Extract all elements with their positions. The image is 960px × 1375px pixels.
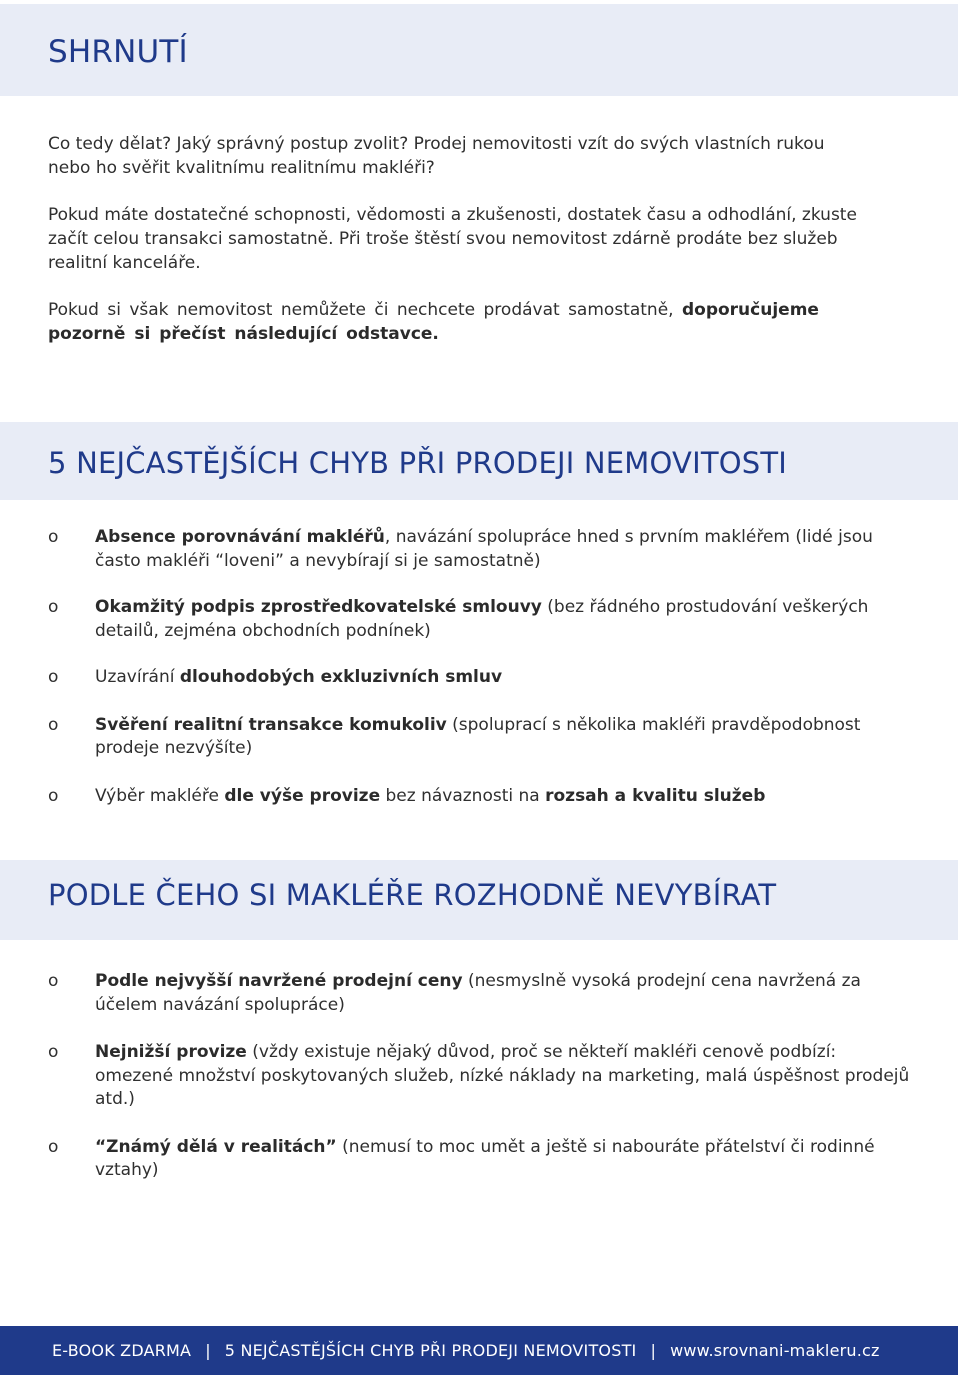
footer-text <box>52 1341 880 1360</box>
bullet-marker: o <box>48 1136 59 1157</box>
mistakes-heading: 5 NEJČASTĚJŠÍCH CHYB PŘI PRODEJI NEMOVITOSTI <box>48 446 788 480</box>
bullet-marker: o <box>48 971 59 991</box>
list-item <box>48 1041 910 1112</box>
summary-paragraph-1 <box>48 132 910 180</box>
mistakes-list <box>48 526 910 808</box>
item-text: , navázání spolupráce hned s prvním makléřem (lidé jsou často makléři “loveni” a nevybírají si je samostatně) <box>95 527 873 571</box>
item-bold-text: Podle nejvyšší navržené prodejní ceny <box>95 971 463 991</box>
item-text: (nesmyslně vysoká prodejní cena navržená za účelem navázání spolupráce) <box>95 971 861 1015</box>
summary-heading-band <box>0 4 958 96</box>
summary-p1-line1: Co tedy dělat? Jaký správný postup zvolit? Prodej nemovitosti vzít do svých vlastních rukou <box>48 134 825 154</box>
item-bold-text: Okamžitý podpis zprostředkovatelské smlouvy <box>95 597 542 617</box>
summary-p3-plain: Pokud si však nemovitost nemůžete či nechcete prodávat samostatně, <box>48 300 674 320</box>
item-bold-text: dlouhodobých exkluzivních smluv <box>179 667 503 687</box>
bullet-marker: o <box>48 714 59 735</box>
mistakes-heading-band <box>0 422 958 500</box>
list-item <box>48 714 910 761</box>
summary-heading: SHRNUTÍ <box>48 34 188 70</box>
item-bold-text: Svěření realitní transakce komukoliv <box>95 714 447 735</box>
summary-p3-bold2: pozorně si přečíst následující odstavce. <box>48 324 439 344</box>
footer-separator: | <box>650 1341 657 1360</box>
footer-separator: | <box>205 1341 211 1360</box>
item-text: Výběr makléře <box>95 785 225 806</box>
footer-bar <box>0 1326 958 1375</box>
bullet-marker: o <box>48 667 59 687</box>
item-bold-text: dle výše provize <box>224 785 381 806</box>
bullet-marker: o <box>48 1042 59 1062</box>
bullet-marker: o <box>48 527 59 547</box>
summary-p2-line2: začít celou transakci samostatně. <box>48 229 334 249</box>
list-item <box>48 596 910 643</box>
summary-p2-line1: Pokud máte dostatečné schopnosti, vědomosti a zkušenosti, dostatek času a odhodlání, zkuste <box>48 205 857 225</box>
item-text: (vždy existuje nějaký důvod, proč se někteří makléři cenově podbízí: omezené množství poskytovaných služeb, nízké náklady na marketing, malá úspěšnost prodejů atd.) <box>95 1042 910 1109</box>
summary-p1-line2: nebo ho svěřit kvalitnímu realitnímu makléři? <box>48 158 435 178</box>
criteria-heading: PODLE ČEHO SI MAKLÉŘE ROZHODNĚ NEVYBÍRAT <box>48 878 777 912</box>
footer-website-link[interactable]: www.srovnani-makleru.cz <box>670 1341 880 1360</box>
item-text: (spoluprací s několika makléři pravděpodobnost prodeje nezvýšíte) <box>95 714 861 758</box>
summary-paragraph-3 <box>48 298 910 346</box>
item-bold-text: Absence porovnávání makléřů <box>95 527 385 547</box>
footer-title: 5 NEJČASTĚJŠÍCH CHYB PŘI PRODEJI NEMOVITOSTI <box>224 1341 637 1360</box>
list-item <box>48 970 910 1017</box>
criteria-heading-band <box>0 860 958 940</box>
item-bold-text: “Známý dělá v realitách” <box>95 1136 337 1157</box>
summary-p3-bold1: doporučujeme <box>681 300 819 320</box>
list-item <box>48 666 910 690</box>
list-item <box>48 526 910 573</box>
item-text: (nemusí to moc umět a ještě si nabouráte přátelství či rodinné vztahy) <box>95 1136 875 1180</box>
criteria-list <box>48 970 910 1183</box>
item-text: bez návaznosti na <box>380 785 546 806</box>
list-item <box>48 785 910 809</box>
bullet-marker: o <box>48 597 59 617</box>
footer-ebook-label: E-BOOK ZDARMA <box>52 1341 192 1360</box>
summary-paragraph-2 <box>48 203 910 275</box>
item-bold-text: rozsah a kvalitu služeb <box>545 785 766 806</box>
item-text: (bez řádného prostudování veškerých detailů, zejména obchodních podnínek) <box>95 597 869 641</box>
bullet-marker: o <box>48 785 59 806</box>
list-item <box>48 1136 910 1183</box>
summary-p2-line3: realitní kanceláře. <box>48 253 201 273</box>
summary-p2-line2b: Při troše štěstí svou nemovitost zdárně prodáte bez služeb <box>338 229 838 249</box>
item-text: Uzavírání <box>95 667 180 687</box>
item-bold-text: Nejnižší provize <box>95 1042 247 1062</box>
